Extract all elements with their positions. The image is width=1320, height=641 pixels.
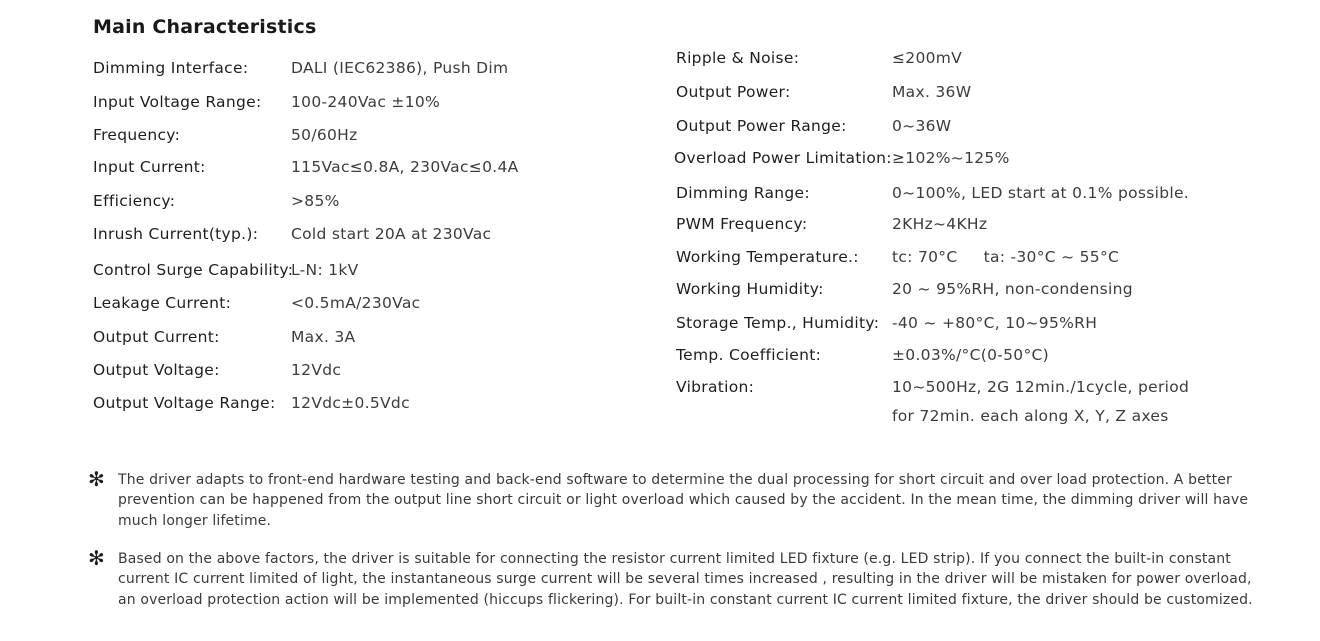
spec-label: Temp. Coefficient: — [676, 346, 822, 364]
spec-value: >85% — [291, 192, 340, 210]
spec-value: DALI (IEC62386), Push Dim — [291, 59, 509, 77]
spec-label: Dimming Range: — [676, 184, 810, 202]
note-protection — [88, 467, 1258, 531]
spec-label: PWM Frequency: — [676, 215, 808, 233]
spec-label: Efficiency: — [93, 192, 176, 210]
spec-label: Leakage Current: — [93, 294, 232, 312]
spec-value: ≤200mV — [892, 49, 963, 67]
spec-label: Control Surge Capability: — [93, 261, 294, 279]
spec-value: 50/60Hz — [291, 126, 358, 144]
spec-label: Dimming Interface: — [93, 59, 249, 77]
spec-value: 12Vdc±0.5Vdc — [291, 394, 410, 412]
spec-value: 12Vdc — [291, 361, 342, 379]
spec-label: Output Current: — [93, 328, 220, 346]
spec-value: 100-240Vac ±10% — [291, 93, 441, 111]
asterisk-icon: ✻ — [88, 546, 105, 570]
spec-value: tc: 70°C ta: -30°C ~ 55°C — [892, 248, 1120, 266]
spec-value: 0~100%, LED start at 0.1% possible. — [892, 184, 1190, 202]
spec-label: Overload Power Limitation: — [674, 149, 892, 167]
spec-label: Storage Temp., Humidity: — [676, 314, 880, 332]
spec-value: -40 ~ +80°C, 10~95%RH — [892, 314, 1098, 332]
spec-value: 20 ~ 95%RH, non-condensing — [892, 280, 1133, 298]
spec-value: 115Vac≤0.8A, 230Vac≤0.4A — [291, 158, 519, 176]
spec-label: Inrush Current(typ.): — [93, 225, 259, 243]
spec-label: Frequency: — [93, 126, 181, 144]
spec-value: ≥102%~125% — [892, 149, 1010, 167]
spec-label: Output Power Range: — [676, 117, 847, 135]
spec-value: L-N: 1kV — [291, 261, 359, 279]
spec-value: ±0.03%/°C(0-50°C) — [892, 346, 1049, 364]
spec-value: 2KHz~4KHz — [892, 215, 988, 233]
note-fixture-compatibility — [88, 546, 1258, 610]
spec-value: Max. 36W — [892, 83, 972, 101]
spec-value: 0~36W — [892, 117, 952, 135]
spec-label: Output Voltage: — [93, 361, 220, 379]
spec-value: Cold start 20A at 230Vac — [291, 225, 492, 243]
spec-label: Input Current: — [93, 158, 206, 176]
spec-value: 10~500Hz, 2G 12min./1cycle, period — [892, 378, 1190, 396]
section-title: Main Characteristics — [93, 16, 317, 38]
spec-value: Max. 3A — [291, 328, 356, 346]
asterisk-icon: ✻ — [88, 467, 105, 491]
spec-label: Input Voltage Range: — [93, 93, 262, 111]
note-text: The driver adapts to front-end hardware testing and back-end software to determine the dual processing for short circuit and over load protection. A better prevention can be happened from the output line short circuit or light overload which caused by the accident. In the mean time, the dimming driver will have much longer lifetime. — [118, 472, 1249, 529]
spec-label: Output Voltage Range: — [93, 394, 276, 412]
spec-value: for 72min. each along X, Y, Z axes — [892, 407, 1169, 425]
spec-label: Vibration: — [676, 378, 755, 396]
note-text: Based on the above factors, the driver is suitable for connecting the resistor current limited LED fixture (e.g. LED strip). If you connect the built-in constant current IC current limited of light, the instantaneous surge current will be several times increased , resulting in the driver will be mistaken for power overload, an overload protection action will be implemented (hiccups flickering). For built-in constant current IC current limited fixture, the driver should be customized. — [118, 551, 1253, 608]
spec-label: Ripple & Noise: — [676, 49, 800, 67]
spec-label: Output Power: — [676, 83, 791, 101]
spec-value: <0.5mA/230Vac — [291, 294, 421, 312]
spec-label: Working Temperature.: — [676, 248, 859, 266]
spec-label: Working Humidity: — [676, 280, 824, 298]
